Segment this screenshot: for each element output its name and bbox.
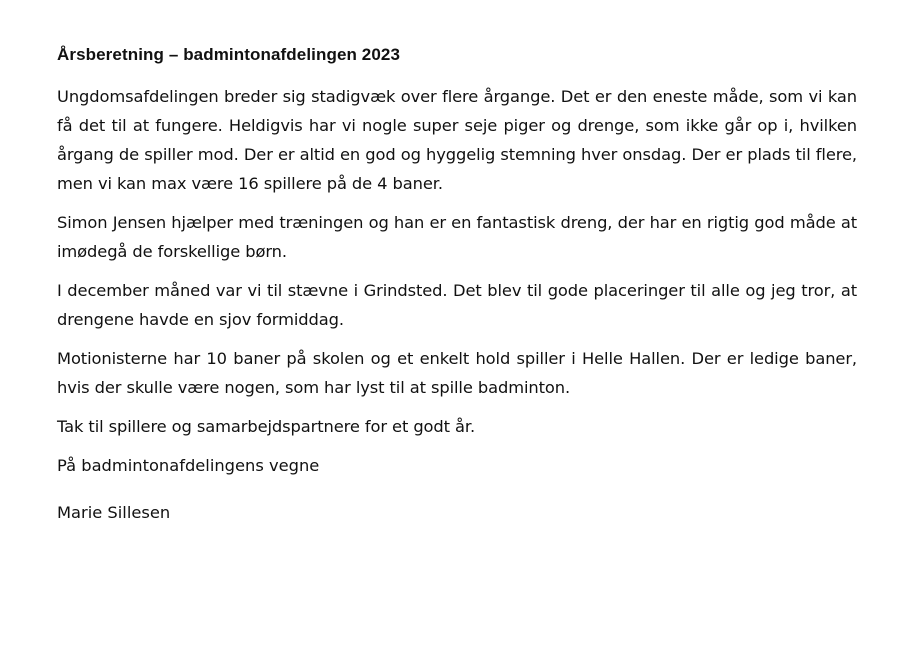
paragraph-youth: Ungdomsafdelingen breder sig stadigvæk over flere årgange. Det er den eneste måde, som vi kan få det til at fungere. Heldigvis har vi nogle super seje piger og drenge, som ikke går op i, hvilken årgang de spiller mod. Der er altid en god og hyggelig stemning hver onsdag. Der er plads til flere, men vi kan max være 16 spillere på de 4 baner. xyxy=(57,87,857,193)
paragraph-thanks: Tak til spillere og samarbejdspartnere for et godt år. xyxy=(57,417,476,436)
document-title: Årsberetning – badmintonafdelingen 2023 xyxy=(57,45,401,64)
signature-name: Marie Sillesen xyxy=(57,503,171,522)
paragraph-exercisers: Motionisterne har 10 baner på skolen og et enkelt hold spiller i Helle Hallen. Der er ledige baner, hvis der skulle være nogen, som har lyst til at spille badminton. xyxy=(57,349,857,397)
paragraph-tournament: I december måned var vi til stævne i Grindsted. Det blev til gode placeringer til alle og jeg tror, at drengene havde en sjov formiddag. xyxy=(57,281,857,329)
closing-line: På badmintonafdelingens vegne xyxy=(57,456,320,475)
paragraph-coach: Simon Jensen hjælper med træningen og han er en fantastisk dreng, der har en rigtig god måde at imødegå de forskellige børn. xyxy=(57,213,857,261)
document-page xyxy=(57,42,857,527)
